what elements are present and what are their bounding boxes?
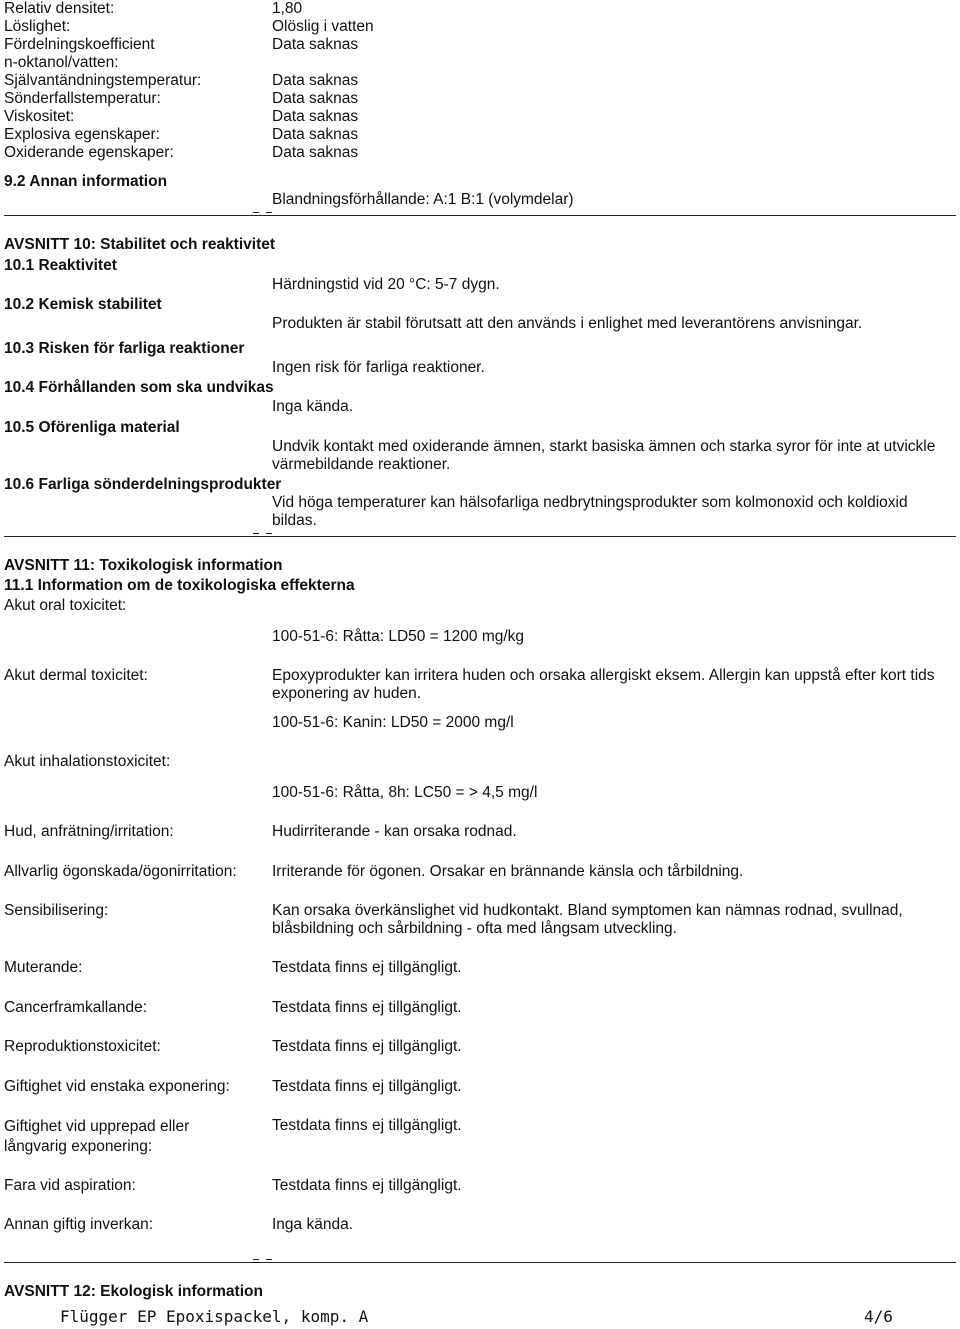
prop-label: Sönderfallstemperatur:: [4, 90, 161, 107]
tox-value: Testdata finns ej tillgängligt.: [272, 1117, 462, 1134]
tox-value: Kan orsaka överkänslighet vid hudkontakt. Bland symptomen kan nämnas rodnad, svullnad, blåsbildning och sårbildning - ofta med långsam utveckling.: [272, 902, 903, 937]
section11-title: AVSNITT 11: Toxikologisk information: [4, 557, 283, 574]
divider-tick: [253, 533, 259, 534]
prop-value: Data saknas: [272, 108, 359, 125]
tox-label: Cancerframkallande:: [4, 999, 148, 1016]
prop-value: Data saknas: [272, 36, 359, 53]
prop-label: Relativ densitet:: [4, 0, 115, 17]
divider-tick: [266, 1259, 272, 1260]
tox-value: Testdata finns ej tillgängligt.: [272, 1038, 462, 1055]
prop-label: Explosiva egenskaper:: [4, 126, 160, 143]
mixing-ratio: Blandningsförhållande: A:1 B:1 (volymdelar): [272, 191, 574, 208]
divider-tick: [266, 533, 272, 534]
prop-label: Viskositet:: [4, 108, 75, 125]
tox-label: Akut inhalationstoxicitet:: [4, 753, 171, 770]
decomposition-text: Vid höga temperaturer kan hälsofarliga nedbrytningsprodukter som kolmonoxid och koldioxid bildas.: [272, 494, 908, 529]
heading-10-1: 10.1 Reaktivitet: [4, 257, 117, 274]
prop-value: Data saknas: [272, 144, 359, 161]
prop-label: Oxiderande egenskaper:: [4, 144, 174, 161]
prop-value: Data saknas: [272, 72, 359, 89]
prop-value: Data saknas: [272, 90, 359, 107]
tox-value: 100-51-6: Kanin: LD50 = 2000 mg/l: [272, 714, 514, 731]
tox-label: Annan giftig inverkan:: [4, 1216, 154, 1233]
tox-label: Muterande:: [4, 959, 83, 976]
conditions-text: Inga kända.: [272, 398, 354, 415]
tox-value: Epoxyprodukter kan irritera huden och orsaka allergiskt eksem. Allergin kan uppstå efter kort tids exponering av huden.: [272, 667, 935, 702]
prop-label: Självantändningstemperatur:: [4, 72, 202, 89]
tox-label: Akut oral toxicitet:: [4, 597, 127, 614]
tox-label: Giftighet vid upprepad eller långvarig exponering:: [4, 1118, 190, 1155]
section12-title: AVSNITT 12: Ekologisk information: [4, 1283, 263, 1300]
tox-value: Testdata finns ej tillgängligt.: [272, 1078, 462, 1095]
reactivity-text: Härdningstid vid 20 °C: 5-7 dygn.: [272, 276, 500, 293]
heading-10-5: 10.5 Oförenliga material: [4, 419, 180, 436]
divider-tick: [253, 1259, 259, 1260]
tox-value: 100-51-6: Råtta, 8h: LC50 = > 4,5 mg/l: [272, 784, 538, 801]
divider-tick: [253, 212, 259, 213]
section-divider: [4, 1262, 956, 1263]
prop-value: Data saknas: [272, 126, 359, 143]
prop-value: 1,80: [272, 0, 303, 17]
tox-label: Allvarlig ögonskada/ögonirritation:: [4, 863, 237, 880]
prop-label: n-oktanol/vatten:: [4, 54, 119, 71]
divider-tick: [266, 212, 272, 213]
prop-label: Löslighet:: [4, 18, 71, 35]
heading-11-1: 11.1 Information om de toxikologiska effekterna: [4, 577, 355, 594]
tox-label: Hud, anfrätning/irritation:: [4, 823, 174, 840]
tox-label: Giftighet vid enstaka exponering:: [4, 1078, 230, 1095]
prop-label: Fördelningskoefficient: [4, 36, 155, 53]
tox-label: Akut dermal toxicitet:: [4, 667, 148, 684]
incompatible-text: Undvik kontakt med oxiderande ämnen, starkt basiska ämnen och starka syror för inte at utvickle värmebildande reaktioner.: [272, 438, 936, 473]
hazard-reactions-text: Ingen risk för farliga reaktioner.: [272, 359, 485, 376]
tox-value: Irriterande för ögonen. Orsakar en brännande känsla och tårbildning.: [272, 863, 744, 880]
section10-title: AVSNITT 10: Stabilitet och reaktivitet: [4, 236, 276, 253]
footer-product-name: Flügger EP Epoxispackel, komp. A: [60, 1307, 369, 1326]
heading-10-3: 10.3 Risken för farliga reaktioner: [4, 340, 245, 357]
stability-text: Produkten är stabil förutsatt att den används i enlighet med leverantörens anvisningar.: [272, 315, 863, 332]
tox-label: Sensibilisering:: [4, 902, 109, 919]
heading-10-2: 10.2 Kemisk stabilitet: [4, 296, 162, 313]
tox-value: Testdata finns ej tillgängligt.: [272, 999, 462, 1016]
prop-value: Olöslig i vatten: [272, 18, 374, 35]
tox-value: Hudirriterande - kan orsaka rodnad.: [272, 823, 517, 840]
tox-value: Inga kända.: [272, 1216, 354, 1233]
tox-label: Fara vid aspiration:: [4, 1177, 136, 1194]
footer-page-number: 4/6: [864, 1307, 893, 1326]
section-divider: [4, 215, 956, 216]
heading-10-4: 10.4 Förhållanden som ska undvikas: [4, 379, 274, 396]
heading-9-2: 9.2 Annan information: [4, 173, 168, 190]
section-divider: [4, 536, 956, 537]
tox-value: Testdata finns ej tillgängligt.: [272, 1177, 462, 1194]
tox-value: Testdata finns ej tillgängligt.: [272, 959, 462, 976]
heading-10-6: 10.6 Farliga sönderdelningsprodukter: [4, 476, 282, 493]
tox-value: 100-51-6: Råtta: LD50 = 1200 mg/kg: [272, 628, 525, 645]
tox-label: Reproduktionstoxicitet:: [4, 1038, 161, 1055]
